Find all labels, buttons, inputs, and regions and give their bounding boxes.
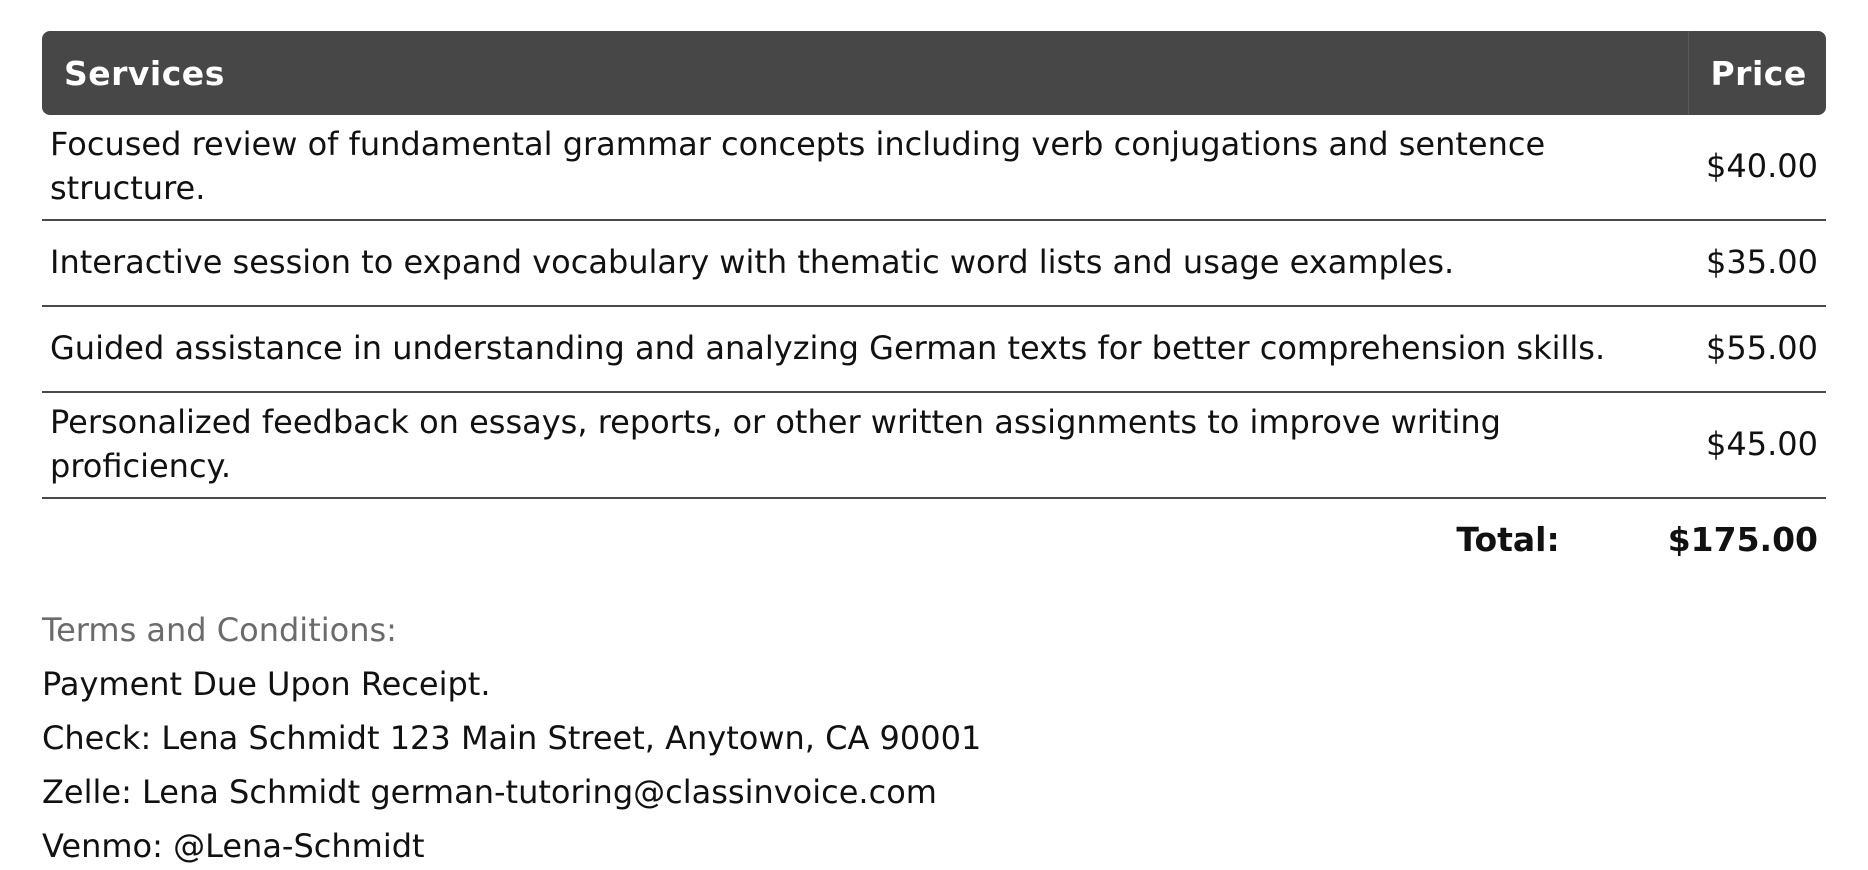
table-row bbox=[42, 115, 1826, 220]
zelle-payment-line: Zelle: Lena Schmidt german-tutoring@classinvoice.com bbox=[42, 773, 937, 811]
total-label: Total: bbox=[1456, 519, 1560, 559]
service-description: Guided assistance in understanding and analyzing German texts for better comprehension skills. bbox=[42, 306, 1688, 392]
service-description: Focused review of fundamental grammar concepts including verb conjugations and sentence structure. bbox=[42, 115, 1688, 220]
table-header-row bbox=[42, 31, 1826, 115]
invoice-section bbox=[42, 31, 1826, 870]
table-row bbox=[42, 392, 1826, 498]
services-table bbox=[42, 31, 1826, 499]
service-price: $45.00 bbox=[1688, 392, 1826, 498]
check-payment-line: Check: Lena Schmidt 123 Main Street, Anytown, CA 90001 bbox=[42, 719, 982, 757]
service-price: $40.00 bbox=[1688, 115, 1826, 220]
payment-due-line: Payment Due Upon Receipt. bbox=[42, 665, 491, 703]
venmo-payment-line: Venmo: @Lena-Schmidt bbox=[42, 827, 425, 865]
table-row bbox=[42, 220, 1826, 306]
table-row bbox=[42, 306, 1826, 392]
service-price: $35.00 bbox=[1688, 220, 1826, 306]
total-value: $175.00 bbox=[1667, 519, 1818, 559]
services-column-header: Services bbox=[42, 31, 1688, 115]
service-price: $55.00 bbox=[1688, 306, 1826, 392]
service-description: Personalized feedback on essays, reports, or other written assignments to improve writing proficiency. bbox=[42, 392, 1688, 498]
terms-heading: Terms and Conditions: bbox=[42, 611, 397, 649]
terms-and-conditions bbox=[42, 603, 1826, 870]
price-column-header: Price bbox=[1688, 31, 1826, 115]
total-row bbox=[42, 499, 1826, 579]
service-description: Interactive session to expand vocabulary with thematic word lists and usage examples. bbox=[42, 220, 1688, 306]
